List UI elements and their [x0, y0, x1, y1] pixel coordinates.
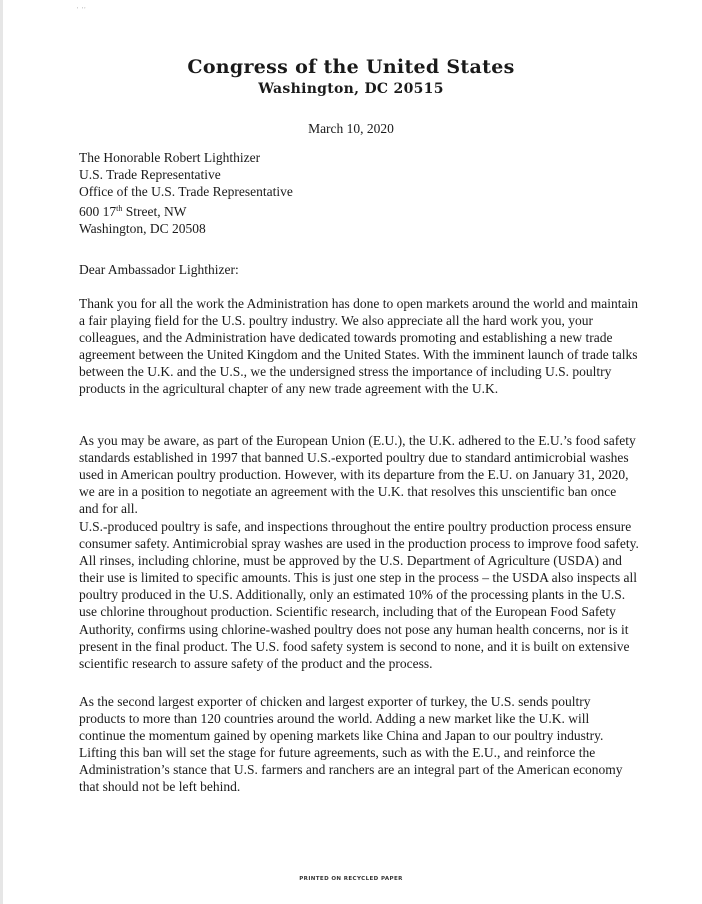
recipient-address	[79, 149, 293, 237]
salutation: Dear Ambassador Lighthizer:	[79, 262, 239, 277]
body-paragraph-2: As you may be aware, as part of the European Union (E.U.), the U.K. adhered to the E.U.’s food safety standards established in 1997 that banned U.S.-exported poultry due to standard antimicrobial washes used in American poultry production. However, with its departure from the E.U. on January 31, 2020, we are in a position to negotiate an agreement with the U.K. that resolves this unscientific ban once and for all.	[79, 433, 636, 517]
letterhead-title: Congress of the United States	[187, 56, 515, 78]
body-paragraph-4: As the second largest exporter of chicken and largest exporter of turkey, the U.S. sends poultry products to more than 120 countries around the world. Adding a new market like the U.K. will continue the momentum gained by opening markets like China and Japan to our poultry industry. Lifting this ban will set the stage for future agreements, such as with the E.U., and reinforce the Administration’s stance that U.S. farmers and ranchers are an integral part of the American economy that should not be left behind.	[79, 694, 623, 795]
street-ordinal-suffix: th	[116, 204, 123, 213]
street-name: Street, NW	[122, 204, 187, 219]
street-number: 600 17	[79, 204, 117, 219]
body-paragraph-1: Thank you for all the work the Administration has done to open markets around the world and maintain a fair playing field for the U.S. poultry industry. We also appreciate all the hard work you, your colleagues, and the Administration have dedicated towards promoting and establishing a new trade agreement between the United Kingdom and the United States. With the imminent launch of trade talks between the U.K. and the U.S., we the undersigned stress the importance of including U.S. poultry products in the agricultural chapter of any new trade agreement with the U.K.	[79, 296, 638, 397]
letterhead-subtitle: Washington, DC 20515	[258, 81, 444, 97]
scan-mark: ' ''	[77, 6, 87, 14]
recycled-paper-footer: PRINTED ON RECYCLED PAPER	[299, 876, 403, 882]
recipient-street	[79, 200, 293, 220]
letter-date: March 10, 2020	[308, 121, 394, 136]
body-paragraph-3: U.S.-produced poultry is safe, and inspections throughout the entire poultry production process ensure consumer safety. Antimicrobial spray washes are used in the production process to improve food safety. All rinses, including chlorine, must be approved by the U.S. Department of Agriculture (USDA) and their use is limited to specific amounts. This is just one step in the process – the USDA also inspects all poultry produced in the U.S. Additionally, only an estimated 10% of the processing plants in the U.S. use chlorine throughout production. Scientific research, including that of the European Food Safety Authority, confirms using chlorine-washed poultry does not pose any human health concerns, nor is it present in the final product. The U.S. food safety system is second to none, and it is built on extensive scientific research to assure safety of the product and the process.	[79, 519, 639, 671]
recipient-title: U.S. Trade Representative	[79, 167, 221, 182]
recipient-name: The Honorable Robert Lighthizer	[79, 150, 261, 165]
recipient-office: Office of the U.S. Trade Representative	[79, 184, 293, 199]
recipient-city: Washington, DC 20508	[79, 221, 206, 236]
